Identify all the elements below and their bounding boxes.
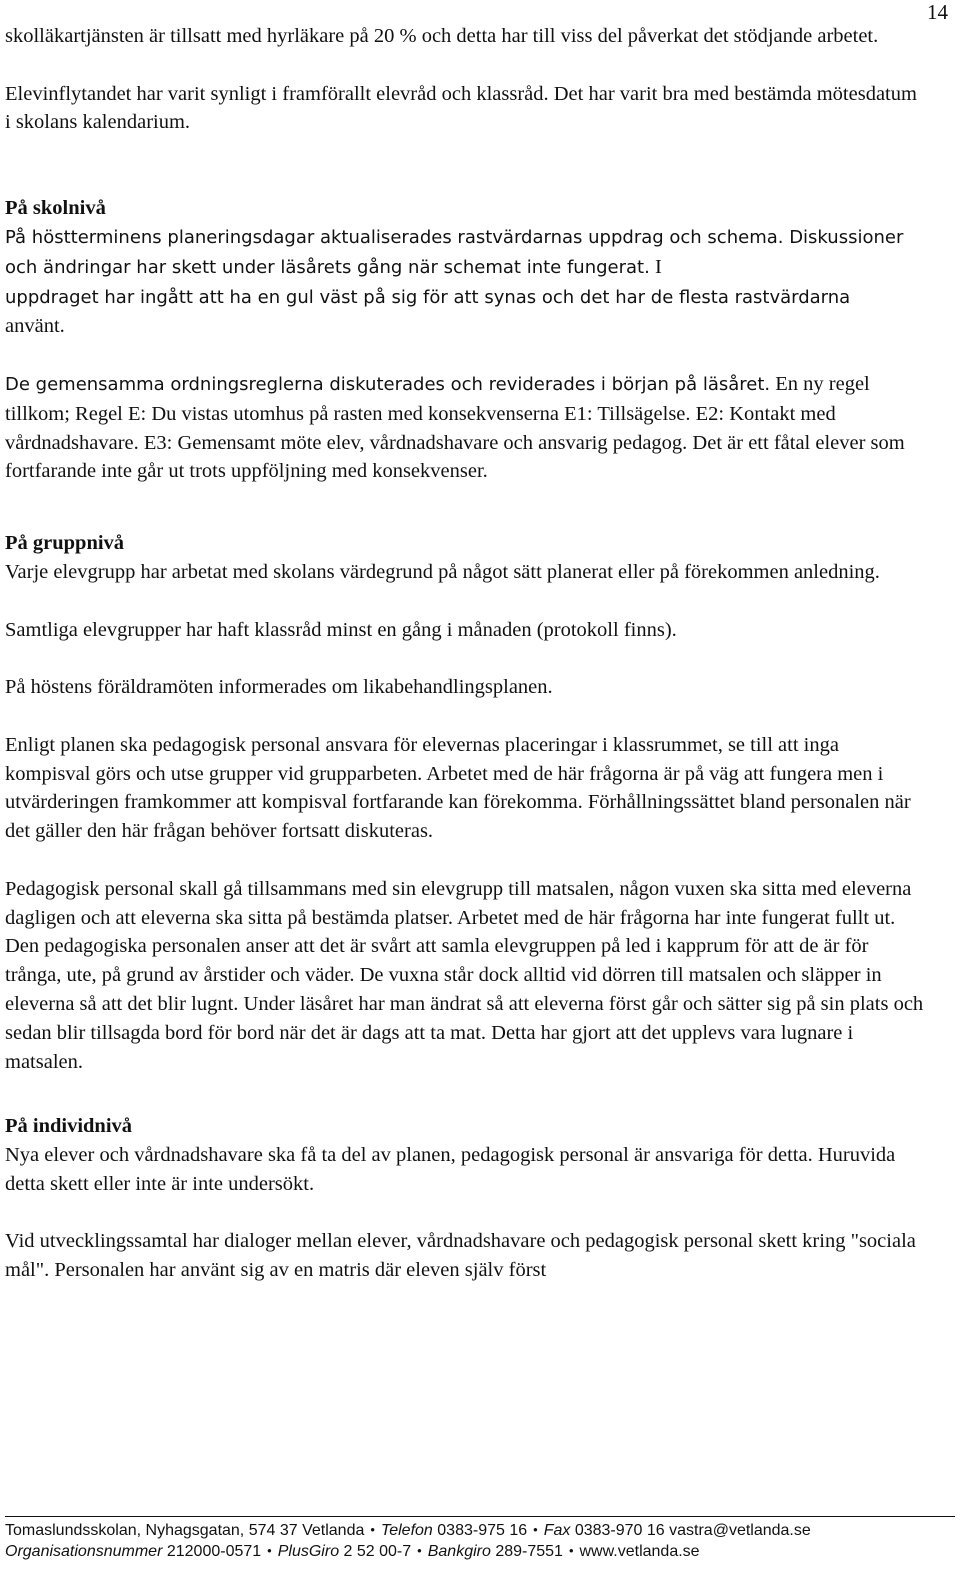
page-footer [5,1516,955,1562]
paragraph: Elevinflytandet har varit synligt i framförallt elevråd och klassråd. Det har varit bra med bestämda mötesdatum i skolans kalendarium. [5,82,917,134]
bullet-icon: • [533,1522,538,1537]
bullet-icon: • [370,1522,375,1537]
plusgiro-number: 2 52 00-7 [339,1543,412,1560]
fax-number-email: 0383-970 16 vastra@vetlanda.se [570,1522,811,1539]
text-run: använt. [5,315,65,338]
section-heading-individniva: På individnivå [5,1115,133,1138]
document-body [5,22,925,1285]
paragraph: Nya elever och vårdnadshavare ska få ta del av planen, pedagogisk personal är ansvariga för detta. Huruvida detta skett eller inte är inte undersökt. [5,1144,896,1195]
footer-line-1 [5,1520,955,1541]
paragraph: Samtliga elevgrupper har haft klassråd minst en gång i månaden (protokoll finns). [5,618,677,641]
text-run: En ny regel tillkom; Regel E: Du vistas utomhus på rasten med konsekvenserna E1: Tillsägelse. E2: Kontakt med vårdnadshavare. E3: Gemensamt möte elev, vårdnadshavare och ansvarig pedagog. Det är ett fåtal elever som fortfarande inte går ut trots uppföljning med konsekvenser. [5,372,905,483]
org-number: 212000-0571 [162,1543,262,1560]
text-run: uppdraget har ingått att ha en gul väst på sig för att synas och det har de flesta rastvärdarna [5,286,851,308]
paragraph: Vid utvecklingssamtal har dialoger mellan elever, vårdnadshavare och pedagogisk personal skett kring "sociala mål". Personalen har använt sig av en matris där eleven själv först [5,1230,916,1282]
footer-address: Tomaslundsskolan, Nyhagsgatan, 574 37 Vetlanda [5,1522,365,1539]
paragraph: På höstens föräldramöten informerades om likabehandlingsplanen. [5,676,553,699]
footer-line-2 [5,1541,955,1562]
text-run: De gemensamma ordningsreglerna diskuterades och reviderades i början på läsåret. [5,373,771,395]
paragraph: Pedagogisk personal skall gå tillsammans med sin elevgrupp till matsalen, någon vuxen ska sitta med eleverna dagligen och att eleverna ska sitta på bestämda platser. Arbetet med de här frågorna har inte fungerat fullt ut. Den pedagogiska personalen anser att det är svårt att samla elevgruppen på led i kapprum för att de är för trånga, ute, på grund av årstider och väder. De vuxna står dock alltid vid dörren till matsalen och släpper in eleverna så att det blir lugnt. Under läsåret har man ändrat så att eleverna först går och sätter sig på sin plats och sedan blir tillsagda bord för bord när det är dags att ta mat. Detta har gjort att det upplevs vara lugnare i matsalen. [5,877,924,1073]
paragraph [5,370,925,486]
org-label: Organisationsnummer [5,1543,163,1560]
plusgiro-label: PlusGiro [277,1543,340,1560]
section-heading-gruppniva: På gruppnivå [5,532,125,555]
paragraph [5,223,925,341]
text-run: I [649,255,662,278]
bullet-icon: • [417,1543,422,1558]
bullet-icon: • [267,1543,272,1558]
paragraph: Varje elevgrupp har arbetat med skolans värdegrund på något sätt planerat eller på förekommen anledning. [5,560,880,583]
bankgiro-number: 289-7551 [490,1543,563,1560]
page-number: 14 [927,0,948,24]
section-heading-skolniva: På skolnivå [5,197,106,220]
paragraph: Enligt planen ska pedagogisk personal ansvara för elevernas placeringar i klassrummet, se till att inga kompisval görs och utse grupper vid grupparbeten. Arbetet med de här frågorna är på väg att fungera men i utvärderingen framkommer att kompisval fortfarande kan förekomma. Förhållningssättet bland personalen när det gäller den här frågan behöver fortsatt diskuteras. [5,733,911,843]
paragraph: skolläkartjänsten är tillsatt med hyrläkare på 20 % och detta har till viss del påverkat det stödjande arbetet. [5,25,879,47]
text-run: På höstterminens planeringsdagar aktualiserades rastvärdarnas uppdrag och schema. Diskussioner och ändringar har skett under läsårets gång när schemat inte fungerat. [5,226,904,278]
telefon-label: Telefon [380,1522,433,1539]
website-link[interactable]: www.vetlanda.se [579,1543,700,1560]
fax-label: Fax [543,1522,571,1539]
bankgiro-label: Bankgiro [427,1543,491,1560]
footer-divider [5,1516,955,1517]
bullet-icon: • [568,1543,574,1558]
telefon-number: 0383-975 16 [432,1522,528,1539]
